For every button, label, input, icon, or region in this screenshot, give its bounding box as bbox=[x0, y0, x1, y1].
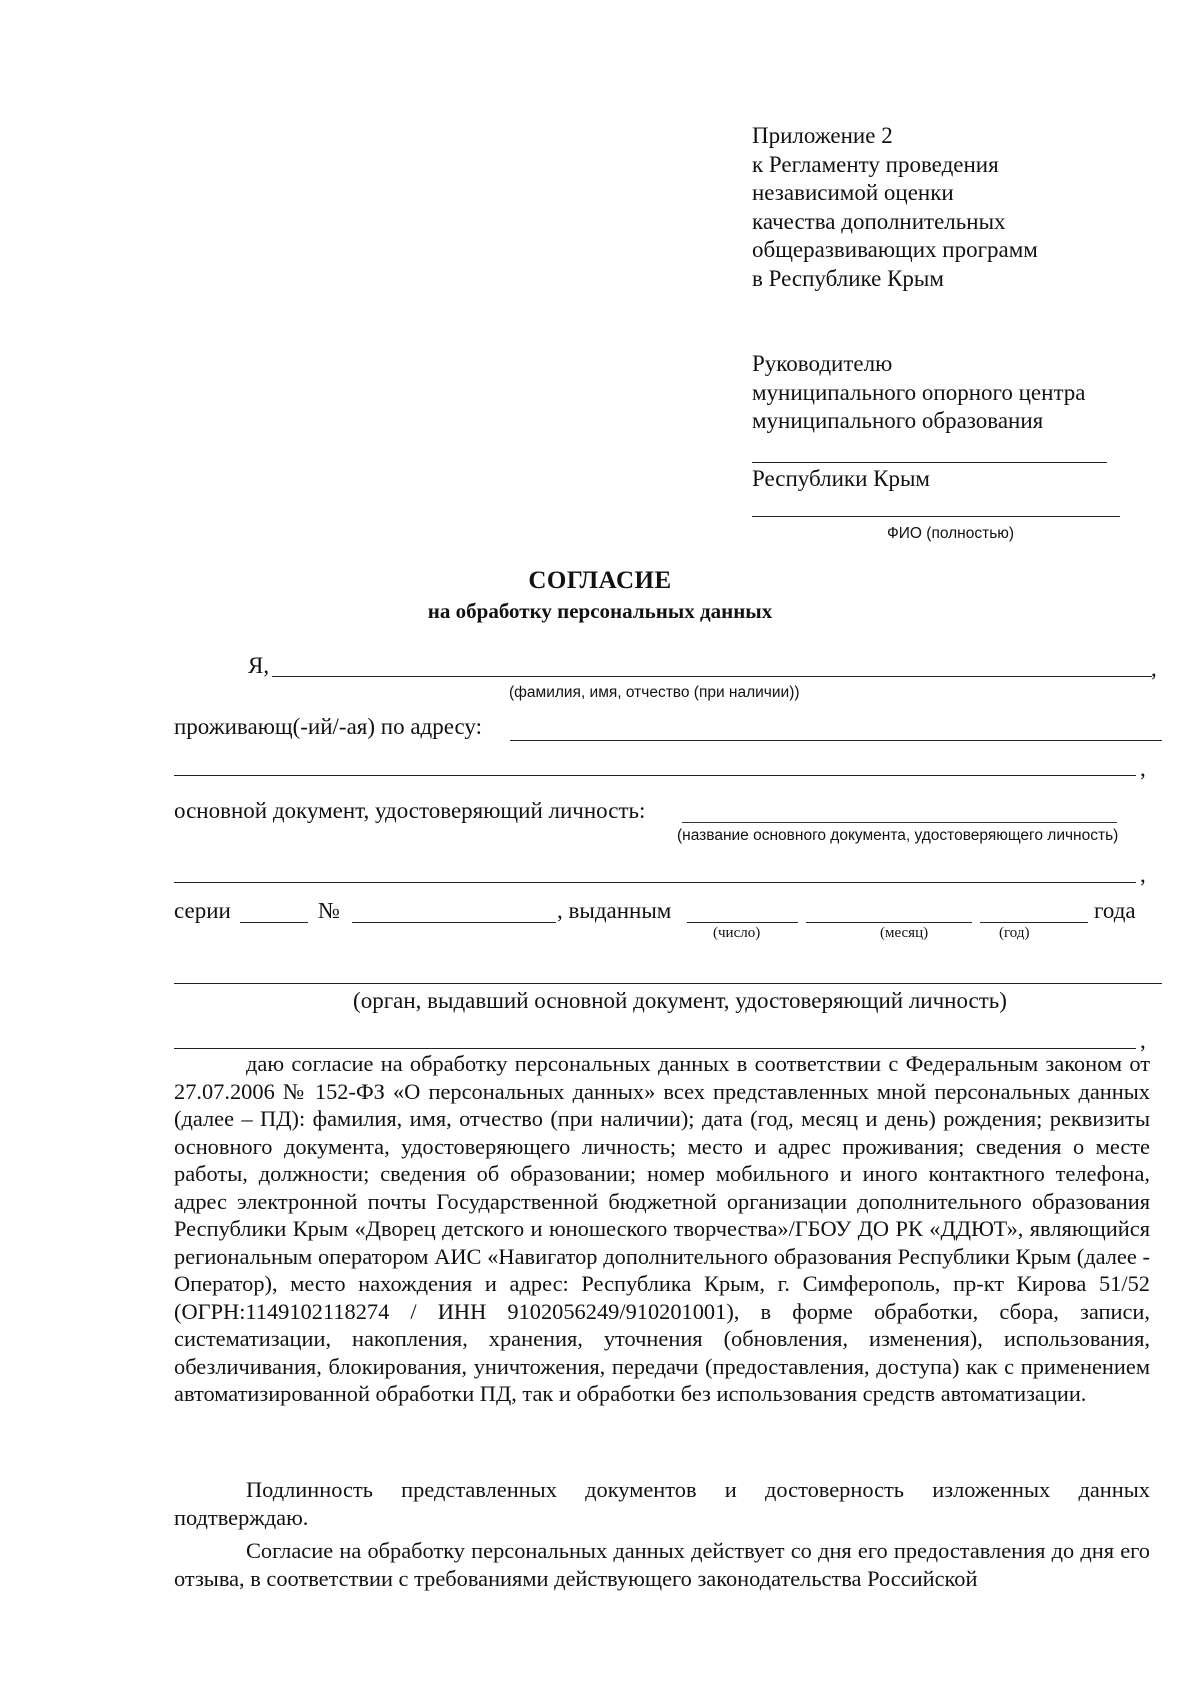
appendix-line: к Регламенту проведения bbox=[752, 151, 999, 177]
consent-paragraph: даю согласие на обработку персональных данных в соответствии с Федеральным законом от 27.07.2006 № 152-ФЗ «О персональных данных» всех представленных мной персональных данных (далее – ПД): фамилия, имя, отчество (при наличии); дата (год, месяц и день) рождения; реквизиты основного документа, удостоверяющего личность; место и адрес проживания; сведения о месте работы, должности; сведения об образовании; номер мобильного и иного контактного телефона, адрес электронной почты Государственной бюджетной организации дополнительного образования Республики Крым «Дворец детского и юношеского творчества»/ГБОУ ДО РК «ДДЮТ», являющийся региональным оператором АИС «Навигатор дополнительного образования Республики Крым (далее - Оператор), место нахождения и адрес: Республика Крым, г. Симферополь, пр-кт Кирова 51/52 (ОГРН:1149102118274 / ИНН 9102056249/910201001), в форме обработки, сбора, записи, систематизации, накопления, хранения, уточнения (обновления, изменения), использования, обезличивания, блокирования, уничтожения, передачи (предоставления, доступа) как с применением автоматизированной обработки ПД, так и обработки без использования средств автоматизации. bbox=[174, 1051, 1150, 1406]
appendix-line: независимой оценки bbox=[752, 180, 954, 205]
addressee-line: муниципального опорного центра bbox=[752, 379, 1086, 405]
number-field[interactable] bbox=[352, 922, 556, 923]
full-name-field[interactable] bbox=[272, 676, 1152, 677]
issued-label: , выданным bbox=[557, 898, 672, 923]
series-field[interactable] bbox=[240, 922, 308, 923]
fio-blank-line[interactable] bbox=[752, 516, 1120, 517]
appendix-line: общеразвивающих программ bbox=[752, 237, 1038, 262]
issue-month-field[interactable] bbox=[806, 922, 972, 923]
appendix-line: качества дополнительных bbox=[752, 208, 1006, 234]
document-caption: (название основного документа, удостоверяющего личность) bbox=[677, 827, 1119, 844]
appendix-line: Приложение 2 bbox=[752, 123, 893, 148]
comma: , bbox=[1140, 862, 1146, 887]
appendix-line: в Республике Крым bbox=[752, 265, 944, 291]
fio-caption: ФИО (полностью) bbox=[887, 525, 1015, 542]
number-label: № bbox=[318, 898, 340, 923]
document-name-field[interactable] bbox=[682, 822, 1117, 823]
year-label: года bbox=[1094, 898, 1136, 923]
comma: , bbox=[1151, 656, 1157, 681]
document-title: СОГЛАСИЕ bbox=[528, 567, 672, 594]
day-caption: (число) bbox=[713, 925, 761, 941]
addressee-line: Руководителю bbox=[752, 351, 893, 376]
series-label: серии bbox=[174, 898, 231, 923]
document-subtitle: на обработку персональных данных bbox=[427, 599, 773, 623]
year-caption: (год) bbox=[999, 925, 1030, 941]
validity-paragraph: Согласие на обработку персональных данных действует со дня его предоставления до дня его отзыва, в соответствии с требованиями действующего законодательства Российской bbox=[174, 1538, 1150, 1591]
addressee-line: муниципального образования bbox=[752, 408, 1044, 433]
issuing-authority-field-continued[interactable] bbox=[174, 1048, 1136, 1049]
comma: , bbox=[1140, 1028, 1146, 1053]
appendix-header bbox=[752, 122, 1038, 293]
comma: , bbox=[1140, 756, 1146, 781]
address-field-continued[interactable] bbox=[174, 775, 1136, 776]
ya-label: Я, bbox=[248, 653, 270, 678]
addressee-block bbox=[752, 350, 1086, 436]
issuing-authority-field[interactable] bbox=[174, 983, 1162, 984]
document-label: основной документ, удостоверяющий личность: bbox=[174, 798, 646, 823]
issue-year-field[interactable] bbox=[980, 922, 1088, 923]
document-name-field-continued[interactable] bbox=[174, 882, 1136, 883]
authenticity-paragraph: Подлинность представленных документов и достоверность изложенных данных подтверждаю. bbox=[174, 1477, 1150, 1530]
issue-day-field[interactable] bbox=[687, 922, 798, 923]
month-caption: (месяц) bbox=[880, 925, 929, 941]
address-label: проживающ(-ий/-ая) по адресу: bbox=[174, 714, 483, 739]
municipality-blank-line[interactable] bbox=[752, 462, 1107, 463]
addressee-region: Республики Крым bbox=[752, 466, 930, 491]
address-field[interactable] bbox=[510, 740, 1162, 741]
name-caption: (фамилия, имя, отчество (при наличии)) bbox=[509, 684, 800, 701]
authority-caption: (орган, выдавший основной документ, удостоверяющий личность) bbox=[353, 988, 1007, 1013]
